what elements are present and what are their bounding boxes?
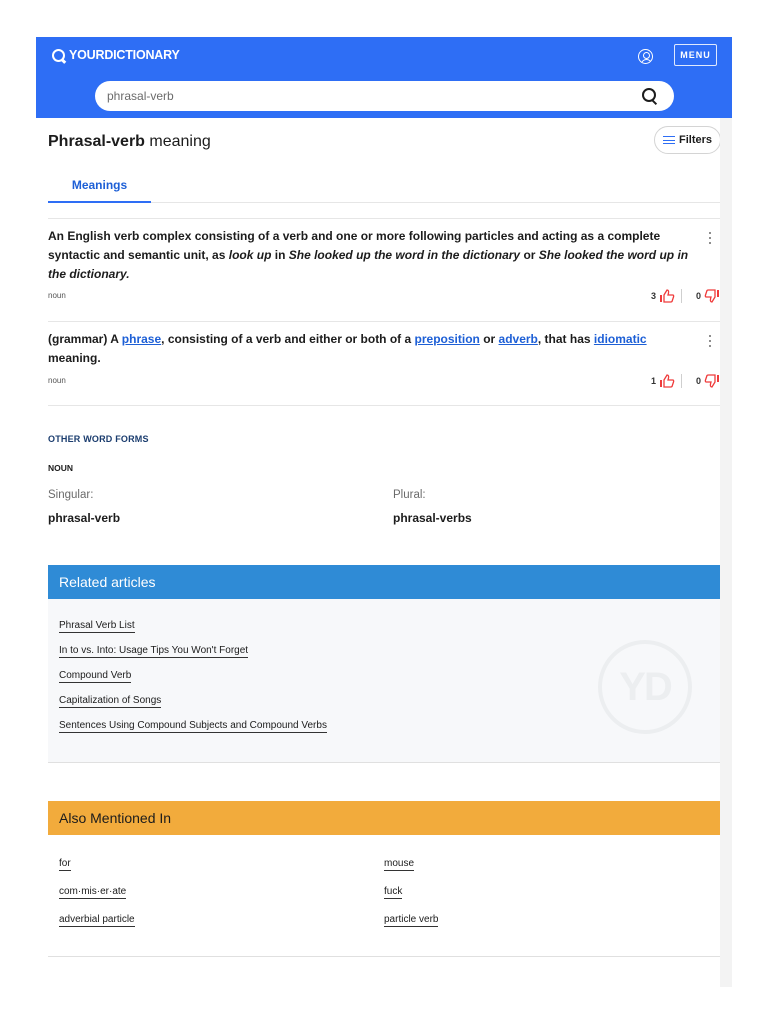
related-articles-heading: Related articles	[48, 565, 720, 599]
logo-text: YOURDICTIONARY	[69, 48, 180, 62]
user-circle-icon[interactable]	[638, 49, 653, 64]
word-forms-heading: OTHER WORD FORMS	[48, 434, 149, 444]
definition-segment: An English verb complex consisting of a verb and one or more following particles and acting as a complete syntactic and semantic unit, as	[48, 229, 661, 262]
vote-divider	[681, 289, 682, 303]
definition-segment: or	[479, 332, 499, 346]
definition-segment: , that has	[537, 332, 594, 346]
definition-link[interactable]: idiomatic	[593, 332, 647, 346]
more-options-icon[interactable]	[708, 232, 712, 245]
q-logo-icon	[52, 49, 65, 62]
title-suffix: meaning	[144, 133, 211, 150]
example-text: She looked up the word in the dictionary	[288, 248, 521, 262]
also-mentioned-panel	[48, 801, 720, 957]
related-article-link[interactable]: Capitalization of Songs	[59, 695, 162, 706]
vote-controls	[651, 374, 720, 388]
word-forms-pos: NOUN	[48, 463, 74, 473]
part-of-speech: noun	[48, 291, 66, 300]
thumbs-up-icon[interactable]	[659, 374, 675, 388]
thumbs-up-icon[interactable]	[659, 289, 675, 303]
site-logo[interactable]	[52, 48, 180, 62]
related-article-link[interactable]: Sentences Using Compound Subjects and Compound Verbs	[59, 720, 327, 731]
upvote-count: 3	[650, 291, 656, 301]
sliders-icon	[663, 135, 675, 145]
vote-controls	[651, 289, 720, 303]
definition-link[interactable]: phrase	[121, 332, 162, 346]
page-title	[48, 133, 211, 151]
page-frame	[36, 37, 732, 987]
definition-item	[48, 218, 720, 321]
thumbs-down-icon[interactable]	[704, 374, 720, 388]
filters-label: Filters	[678, 134, 712, 146]
definition-link[interactable]: adverb	[498, 332, 538, 346]
definition-link[interactable]: preposition	[414, 332, 480, 346]
example-text: She looked the word up in the dictionary.	[48, 248, 689, 281]
tab-bar	[48, 169, 720, 203]
search-icon[interactable]	[642, 88, 658, 104]
yd-watermark-icon: YD	[598, 640, 692, 734]
example-text: look up	[228, 248, 272, 262]
mention-link[interactable]: com·mis·er·ate	[59, 886, 127, 897]
site-header	[36, 37, 732, 118]
definition-text	[48, 330, 696, 368]
scroll-gutter	[720, 118, 732, 987]
related-articles-panel	[48, 565, 720, 763]
divider	[48, 405, 720, 406]
search-bar	[95, 81, 674, 111]
filters-button[interactable]	[654, 126, 721, 154]
upvote-count: 1	[650, 376, 656, 386]
also-mentioned-heading: Also Mentioned In	[48, 801, 720, 835]
mention-link[interactable]: for	[59, 858, 71, 869]
definition-text	[48, 227, 696, 284]
downvote-count: 0	[695, 291, 701, 301]
search-input[interactable]	[107, 81, 627, 111]
related-article-link[interactable]: Phrasal Verb List	[59, 620, 135, 631]
mention-link[interactable]: adverbial particle	[59, 914, 135, 925]
definition-segment: in	[271, 248, 289, 262]
mention-link[interactable]: fuck	[384, 886, 403, 897]
plural-value: phrasal-verbs	[393, 511, 472, 525]
mention-link[interactable]: particle verb	[384, 914, 439, 925]
menu-button[interactable]: MENU	[674, 44, 717, 66]
downvote-count: 0	[695, 376, 701, 386]
definition-segment: meaning.	[48, 351, 101, 365]
definition-segment: , consisting of a verb and either or both of a	[161, 332, 415, 346]
title-word: Phrasal-verb	[48, 133, 145, 150]
singular-label: Singular:	[48, 489, 94, 501]
part-of-speech: noun	[48, 376, 66, 385]
mention-link[interactable]: mouse	[384, 858, 415, 869]
related-article-link[interactable]: In to vs. Into: Usage Tips You Won't Forget	[59, 645, 249, 656]
tab-meanings[interactable]: Meanings	[48, 169, 151, 203]
thumbs-down-icon[interactable]	[704, 289, 720, 303]
more-options-icon[interactable]	[708, 335, 712, 348]
definition-segment: or	[520, 248, 539, 262]
vote-divider	[681, 374, 682, 388]
definition-item	[48, 321, 720, 406]
singular-value: phrasal-verb	[48, 511, 121, 525]
plural-label: Plural:	[393, 489, 426, 501]
related-article-link[interactable]: Compound Verb	[59, 670, 132, 681]
definition-segment: (grammar) A	[48, 332, 122, 346]
